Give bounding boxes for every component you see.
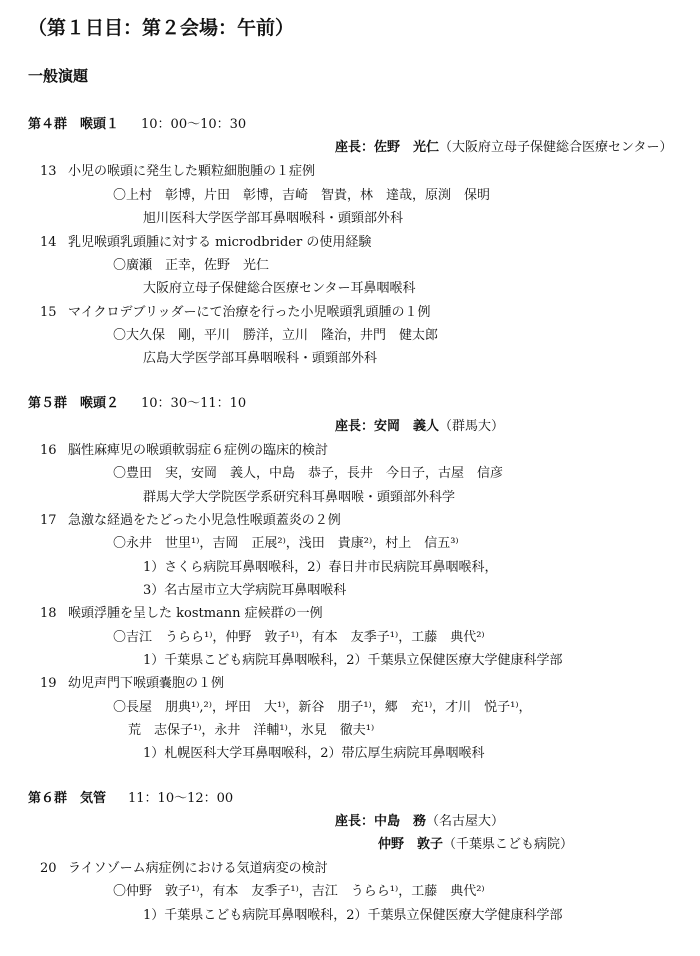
chair-name: 安岡 義人	[374, 419, 440, 434]
paper-affiliation: 1）千葉県こども病院耳鼻咽喉科，2）千葉県立保健医療大学健康科学部	[143, 653, 563, 668]
paper-title-line	[40, 602, 323, 621]
paper-affiliation: 大阪府立母子保健総合医療センター耳鼻咽喉科	[143, 281, 416, 296]
paper-title-line	[40, 160, 315, 179]
session-title: 第６群 気管	[28, 791, 107, 806]
paper-title: 脳性麻痺児の喉頭軟弱症６症例の臨床的検討	[68, 443, 329, 458]
paper-authors: 〇長屋 朋典¹⁾,²⁾，坪田 大¹⁾，新谷 朋子¹⁾，郷 充¹⁾，才川 悦子¹⁾，	[113, 700, 532, 715]
chair-name: 仲野 敦子	[378, 837, 444, 852]
chairperson	[335, 415, 504, 434]
paper-authors: 〇仲野 敦子¹⁾，有本 友季子¹⁾，吉江 うらら¹⁾，工藤 典代²⁾	[113, 884, 485, 899]
paper-affiliation: 3）名古屋市立大学病院耳鼻咽喉科	[143, 583, 347, 598]
paper-title: 小児の喉頭に発生した顆粒細胞腫の１症例	[68, 164, 316, 179]
paper-title-line	[40, 439, 328, 458]
paper-number: 15	[40, 305, 57, 320]
session-heading	[28, 392, 246, 411]
paper-affiliation: 旭川医科大学医学部耳鼻咽喉科・頭頸部外科	[143, 211, 404, 226]
paper-authors: 〇永井 世里¹⁾，吉岡 正展²⁾，浅田 貴康²⁾，村上 信五³⁾	[113, 536, 459, 551]
chair-name: 中島 務	[374, 814, 427, 829]
chair-role: 座長：	[335, 814, 375, 829]
paper-affiliation: 1）千葉県こども病院耳鼻咽喉科，2）千葉県立保健医療大学健康科学部	[143, 908, 563, 923]
paper-title: 急激な経過をたどった小児急性喉頭蓋炎の２例	[68, 513, 341, 528]
paper-title: マイクロデブリッダーにて治療を行った小児喉頭乳頭腫の１例	[68, 305, 431, 320]
paper-affiliation: 1）札幌医科大学耳鼻咽喉科，2）帯広厚生病院耳鼻咽喉科	[143, 746, 485, 761]
chair-role: 座長：	[335, 419, 375, 434]
paper-title: 喉頭浮腫を呈した kostmann 症候群の一例	[68, 606, 323, 621]
paper-title-line	[40, 672, 224, 691]
session-title: 第４群 喉頭１	[28, 117, 120, 132]
paper-authors: 〇大久保 剛，平川 勝洋，立川 隆治，井門 健太郎	[113, 328, 439, 343]
session-time: 10：00〜10：30	[141, 117, 247, 132]
session-heading	[28, 113, 246, 132]
chair-role: 座長：	[335, 140, 375, 155]
session-time: 10：30〜11：10	[141, 396, 247, 411]
paper-authors: 〇吉江 うらら¹⁾，仲野 敦子¹⁾，有本 友季子¹⁾，工藤 典代²⁾	[113, 630, 485, 645]
paper-affiliation: 1）さくら病院耳鼻咽喉科，2）春日井市民病院耳鼻咽喉科，	[143, 560, 498, 575]
page-title: （第１日目：第２会場：午前）	[28, 17, 295, 39]
paper-number: 13	[40, 164, 57, 179]
paper-affiliation: 広島大学医学部耳鼻咽喉科・頭頸部外科	[143, 351, 378, 366]
chair-affiliation: （千葉県こども病院）	[443, 837, 574, 852]
paper-affiliation: 群馬大学大学院医学系研究科耳鼻咽喉・頭頸部外科学	[143, 490, 456, 505]
session-heading	[28, 787, 233, 806]
paper-title: 乳児喉頭乳頭腫に対する microdbrider の使用経験	[68, 235, 372, 250]
paper-authors: 〇廣瀬 正幸，佐野 光仁	[113, 258, 270, 273]
paper-number: 19	[40, 676, 57, 691]
paper-number: 14	[40, 235, 57, 250]
paper-title-line	[40, 301, 430, 320]
chair-affiliation: （群馬大）	[439, 419, 505, 434]
chair-affiliation: （名古屋大）	[426, 814, 505, 829]
chairperson	[335, 810, 504, 829]
paper-number: 17	[40, 513, 57, 528]
paper-authors: 〇豊田 実，安岡 義人，中島 恭子，長井 今日子，古屋 信彦	[113, 466, 504, 481]
session-time: 11：10〜12：00	[128, 791, 234, 806]
chair-affiliation: （大阪府立母子保健総合医療センター）	[439, 140, 673, 155]
chairperson	[335, 136, 673, 155]
session-title: 第５群 喉頭２	[28, 396, 120, 411]
paper-authors: 荒 志保子¹⁾，永井 洋輔¹⁾，氷見 徹夫¹⁾	[128, 723, 375, 738]
chairperson	[378, 833, 573, 852]
paper-title-line	[40, 857, 328, 876]
paper-number: 16	[40, 443, 57, 458]
paper-number: 20	[40, 861, 57, 876]
paper-title: ライソゾーム病症例における気道病変の検討	[68, 861, 328, 876]
paper-number: 18	[40, 606, 57, 621]
paper-authors: 〇上村 彰博，片田 彰博，吉崎 智貴，林 達哉，原渕 保明	[113, 188, 491, 203]
section-title: 一般演題	[28, 67, 89, 85]
paper-title-line	[40, 231, 371, 250]
chair-name: 佐野 光仁	[374, 140, 440, 155]
paper-title-line	[40, 509, 341, 528]
paper-title: 幼児声門下喉頭嚢胞の１例	[68, 676, 225, 691]
